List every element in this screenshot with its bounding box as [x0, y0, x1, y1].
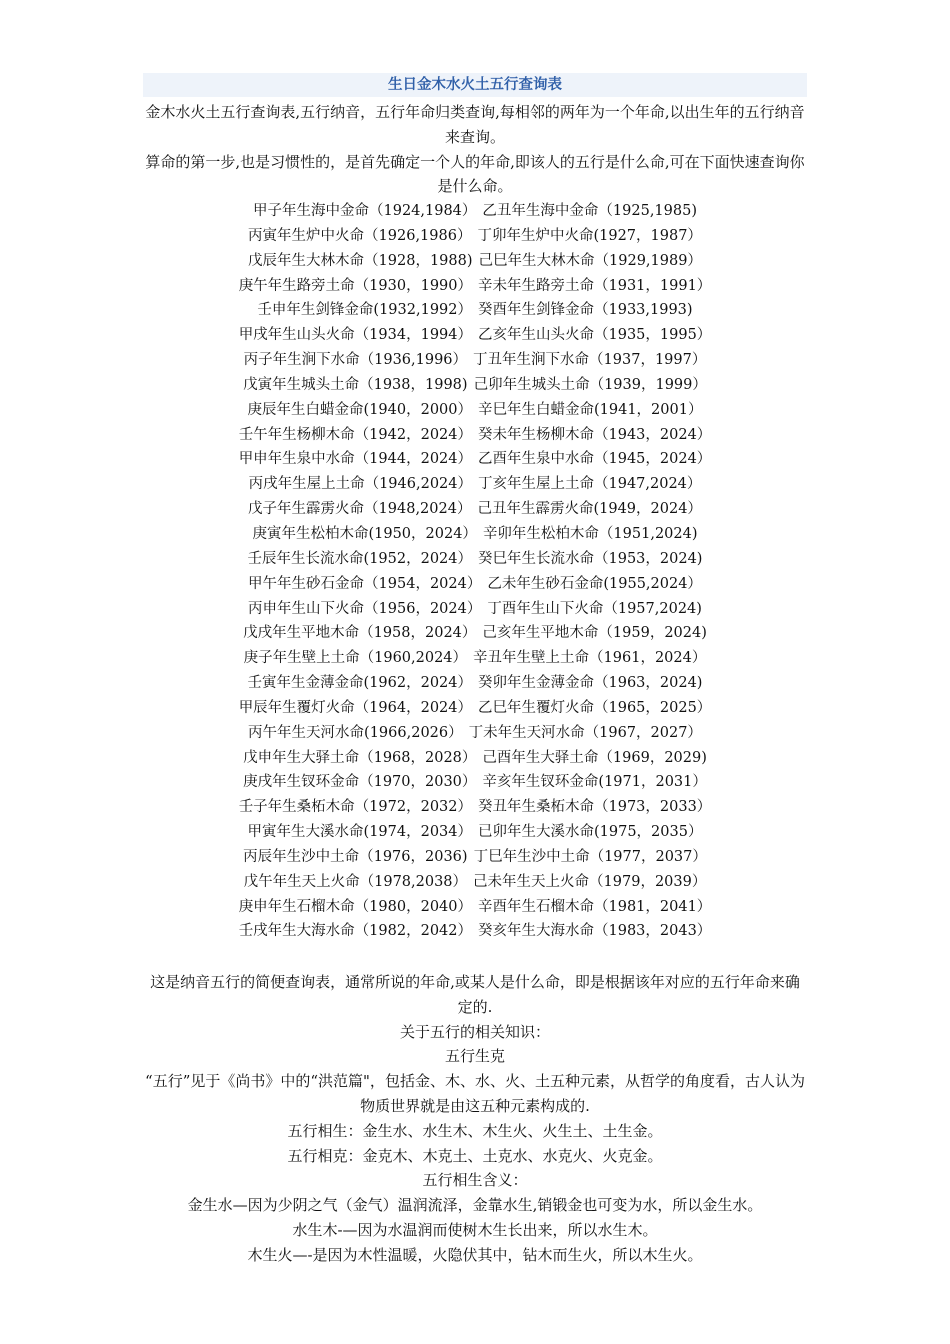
- table-cell-right: 辛酉年生石榴木命（1981，2041）: [478, 898, 712, 915]
- table-cell-right: 己亥年生平地木命（1959，2024): [482, 625, 707, 642]
- table-cell-right: 癸卯年生金薄金命（1963，2024): [478, 675, 703, 692]
- table-cell-left: 丙午年生天河水命(1966,2026）: [248, 724, 463, 741]
- table-cell-left: 戊申年生大驿土命（1968，2028）: [243, 749, 477, 766]
- table-cell-right: 丁亥年生屋上土命（1947,2024）: [478, 476, 702, 493]
- table-row: [143, 770, 807, 795]
- table-cell-left: 壬午年生杨柳木命（1942，2024）: [238, 426, 472, 443]
- table-cell-left: 戊寅年生城头土命（1938，1998): [243, 376, 468, 393]
- table-cell-left: 庚辰年生白蜡金命(1940，2000）: [247, 401, 472, 418]
- table-cell-right: 辛巳年生白蜡金命(1941，2001）: [478, 401, 703, 418]
- table-cell-right: 己巳年生大林木命（1929,1989）: [478, 252, 702, 269]
- table-row: [143, 721, 807, 746]
- table-cell-right: 乙亥年生山头火命（1935，1995）: [478, 327, 712, 344]
- table-row: [143, 497, 807, 522]
- table-cell-left: 丙申年生山下火命（1956，2024）: [248, 600, 482, 617]
- outro-paragraph-1: 这是纳音五行的简便查询表，通常所说的年命,或某人是什么命，即是根据该年对应的五行年命来确定的.: [150, 973, 800, 1016]
- table-cell-left: 壬寅年生金薄金命(1962，2024）: [247, 675, 472, 692]
- intro-paragraph-2: 算命的第一步,也是习惯性的，是首先确定一个人的年命,即该人的五行是什么命,可在下面快速查询你是什么命。: [145, 152, 805, 196]
- nayin-table: [143, 199, 807, 944]
- table-cell-left: 丙子年生涧下水命（1936,1996）: [243, 352, 468, 369]
- wuxing-restraint: 五行相克：金克木、木克土、土克水、水克火、火克金。: [287, 1146, 663, 1165]
- generation-meaning-heading: 五行相生含义：: [422, 1171, 528, 1190]
- table-row: [143, 895, 807, 920]
- outro-section: [143, 970, 807, 1268]
- table-row: [143, 646, 807, 671]
- table-cell-right: 辛丑年生壁上土命（1961，2024）: [473, 650, 707, 667]
- table-row: [143, 572, 807, 597]
- table-row: [143, 373, 807, 398]
- table-row: [143, 472, 807, 497]
- table-cell-left: 壬申年生剑锋金命(1932,1992）: [257, 302, 472, 319]
- table-row: [143, 274, 807, 299]
- table-cell-left: 庚申年生石榴木命（1980，2040）: [238, 898, 472, 915]
- table-cell-right: 丁未年生天河水命（1967，2027）: [468, 724, 702, 741]
- wuxing-generation: 五行相生：金生水、水生木、木生火、火生土、土生金。: [287, 1121, 663, 1140]
- table-cell-right: 癸酉年生剑锋金命（1933,1993): [478, 302, 693, 319]
- table-cell-left: 甲申年生泉中水命（1944，2024）: [238, 451, 472, 468]
- table-cell-left: 戊午年生天上火命（1978,2038）: [243, 873, 468, 890]
- table-cell-right: 己未年生天上火命（1979，2039）: [473, 873, 707, 890]
- table-cell-right: 乙未年生砂石金命(1955,2024）: [487, 575, 702, 592]
- intro-paragraph-1: 金木水火土五行查询表,五行纳音，五行年命归类查询,每相邻的两年为一个年命,以出生年的五行纳音来查询。: [145, 103, 805, 146]
- wuxing-description: “五行”见于《尚书》中的“洪范篇"，包括金、木、水、火、土五种元素，从哲学的角度看，古人认为物质世界就是由这五种元素构成的.: [145, 1072, 805, 1115]
- table-cell-right: 丁巳年生沙中土命（1977，2037）: [473, 848, 707, 865]
- intro-section: [143, 100, 807, 199]
- table-cell-right: 辛卯年生松柏木命（1951,2024): [482, 525, 698, 542]
- table-cell-right: 癸未年生杨柳木命（1943，2024）: [478, 426, 712, 443]
- table-cell-left: 甲子年生海中金命（1924,1984）: [253, 203, 477, 219]
- table-cell-left: 戊子年生霹雳火命（1948,2024）: [248, 501, 472, 518]
- table-row: [143, 621, 807, 646]
- table-cell-left: 甲午年生砂石金命（1954，2024）: [248, 575, 482, 592]
- table-cell-right: 乙酉年生泉中水命（1945，2024）: [478, 451, 712, 468]
- table-cell-right: 丁卯年生炉中火命(1927，1987）: [477, 227, 702, 244]
- table-row: [143, 820, 807, 845]
- table-row: [143, 398, 807, 423]
- table-row: [143, 224, 807, 249]
- table-row: [143, 447, 807, 472]
- table-cell-left: 壬子年生桑柘木命（1972，2032）: [238, 799, 472, 816]
- table-cell-left: 甲戌年生山头火命（1934，1994）: [238, 327, 472, 344]
- wood-fire-line: 木生火—-是因为木性温暖，火隐伏其中，钻木而生火，所以木生火。: [247, 1245, 703, 1264]
- table-cell-right: 丁酉年生山下火命（1957,2024): [487, 600, 702, 617]
- table-cell-right: 辛未年生路旁土命（1931，1991）: [478, 277, 712, 294]
- table-cell-left: 庚午年生路旁土命（1930，1990）: [238, 277, 472, 294]
- table-cell-left: 甲寅年生大溪水命(1974，2034）: [247, 824, 472, 841]
- table-cell-right: 癸巳年生长流水命（1953，2024): [478, 550, 703, 567]
- table-cell-left: 壬辰年生长流水命(1952，2024）: [247, 550, 472, 567]
- table-row: [143, 746, 807, 771]
- table-row: [143, 298, 807, 323]
- table-row: [143, 671, 807, 696]
- table-row: [143, 199, 807, 224]
- table-cell-right: 己酉年生大驿土命（1969，2029): [482, 749, 707, 766]
- table-row: [143, 348, 807, 373]
- table-cell-left: 庚寅年生松柏木命(1950，2024）: [252, 525, 477, 542]
- table-cell-left: 丙辰年生沙中土命（1976，2036): [243, 848, 468, 865]
- table-cell-right: 己丑年生霹雳火命(1949，2024）: [477, 501, 702, 518]
- table-row: [143, 323, 807, 348]
- table-row: [143, 547, 807, 572]
- page-title: 生日金木水火土五行查询表: [388, 77, 562, 93]
- table-row: [143, 249, 807, 274]
- table-cell-right: 癸丑年生桑柘木命（1973，2033）: [478, 799, 712, 816]
- table-cell-right: 己卯年生城头土命（1939，1999）: [473, 376, 707, 393]
- table-cell-left: 丙戌年生屋上土命（1946,2024）: [248, 476, 472, 493]
- table-cell-left: 丙寅年生炉中火命（1926,1986）: [248, 227, 472, 244]
- table-cell-right: 乙丑年生海中金命（1925,1985): [482, 203, 697, 219]
- table-cell-right: 丁丑年生涧下水命（1937，1997）: [473, 352, 707, 369]
- metal-water-line: 金生水—因为少阴之气（金气）温润流泽，金靠水生,销锻金也可变为水，所以金生水。: [187, 1196, 763, 1215]
- table-row: [143, 870, 807, 895]
- table-row: [143, 845, 807, 870]
- table-cell-right: 癸亥年生大海水命（1983，2043）: [478, 923, 712, 940]
- table-cell-right: 辛亥年生钗环金命(1971，2031）: [482, 774, 707, 791]
- knowledge-heading: 关于五行的相关知识：: [399, 1022, 550, 1041]
- table-cell-right: 已卯年生大溪水命(1975，2035）: [478, 824, 703, 841]
- table-cell-left: 庚子年生壁上土命（1960,2024）: [243, 650, 468, 667]
- table-row: [143, 597, 807, 622]
- table-cell-left: 戊辰年生大林木命（1928，1988): [248, 252, 473, 269]
- table-row: [143, 696, 807, 721]
- section-heading-wuxing: 五行生克: [444, 1047, 505, 1066]
- table-cell-left: 壬戌年生大海水命（1982，2042）: [238, 923, 472, 940]
- table-row: [143, 522, 807, 547]
- table-row: [143, 423, 807, 448]
- table-row: [143, 919, 807, 944]
- table-cell-left: 甲辰年生覆灯火命（1964，2024）: [238, 699, 472, 716]
- table-cell-left: 戊戌年生平地木命（1958，2024）: [243, 625, 477, 642]
- table-cell-right: 乙巳年生覆灯火命（1965，2025）: [478, 699, 712, 716]
- table-cell-left: 庚戌年生钗环金命（1970，2030）: [243, 774, 477, 791]
- table-row: [143, 795, 807, 820]
- water-wood-line: 水生木-—因为水温润而使树木生长出来，所以水生木。: [292, 1220, 658, 1239]
